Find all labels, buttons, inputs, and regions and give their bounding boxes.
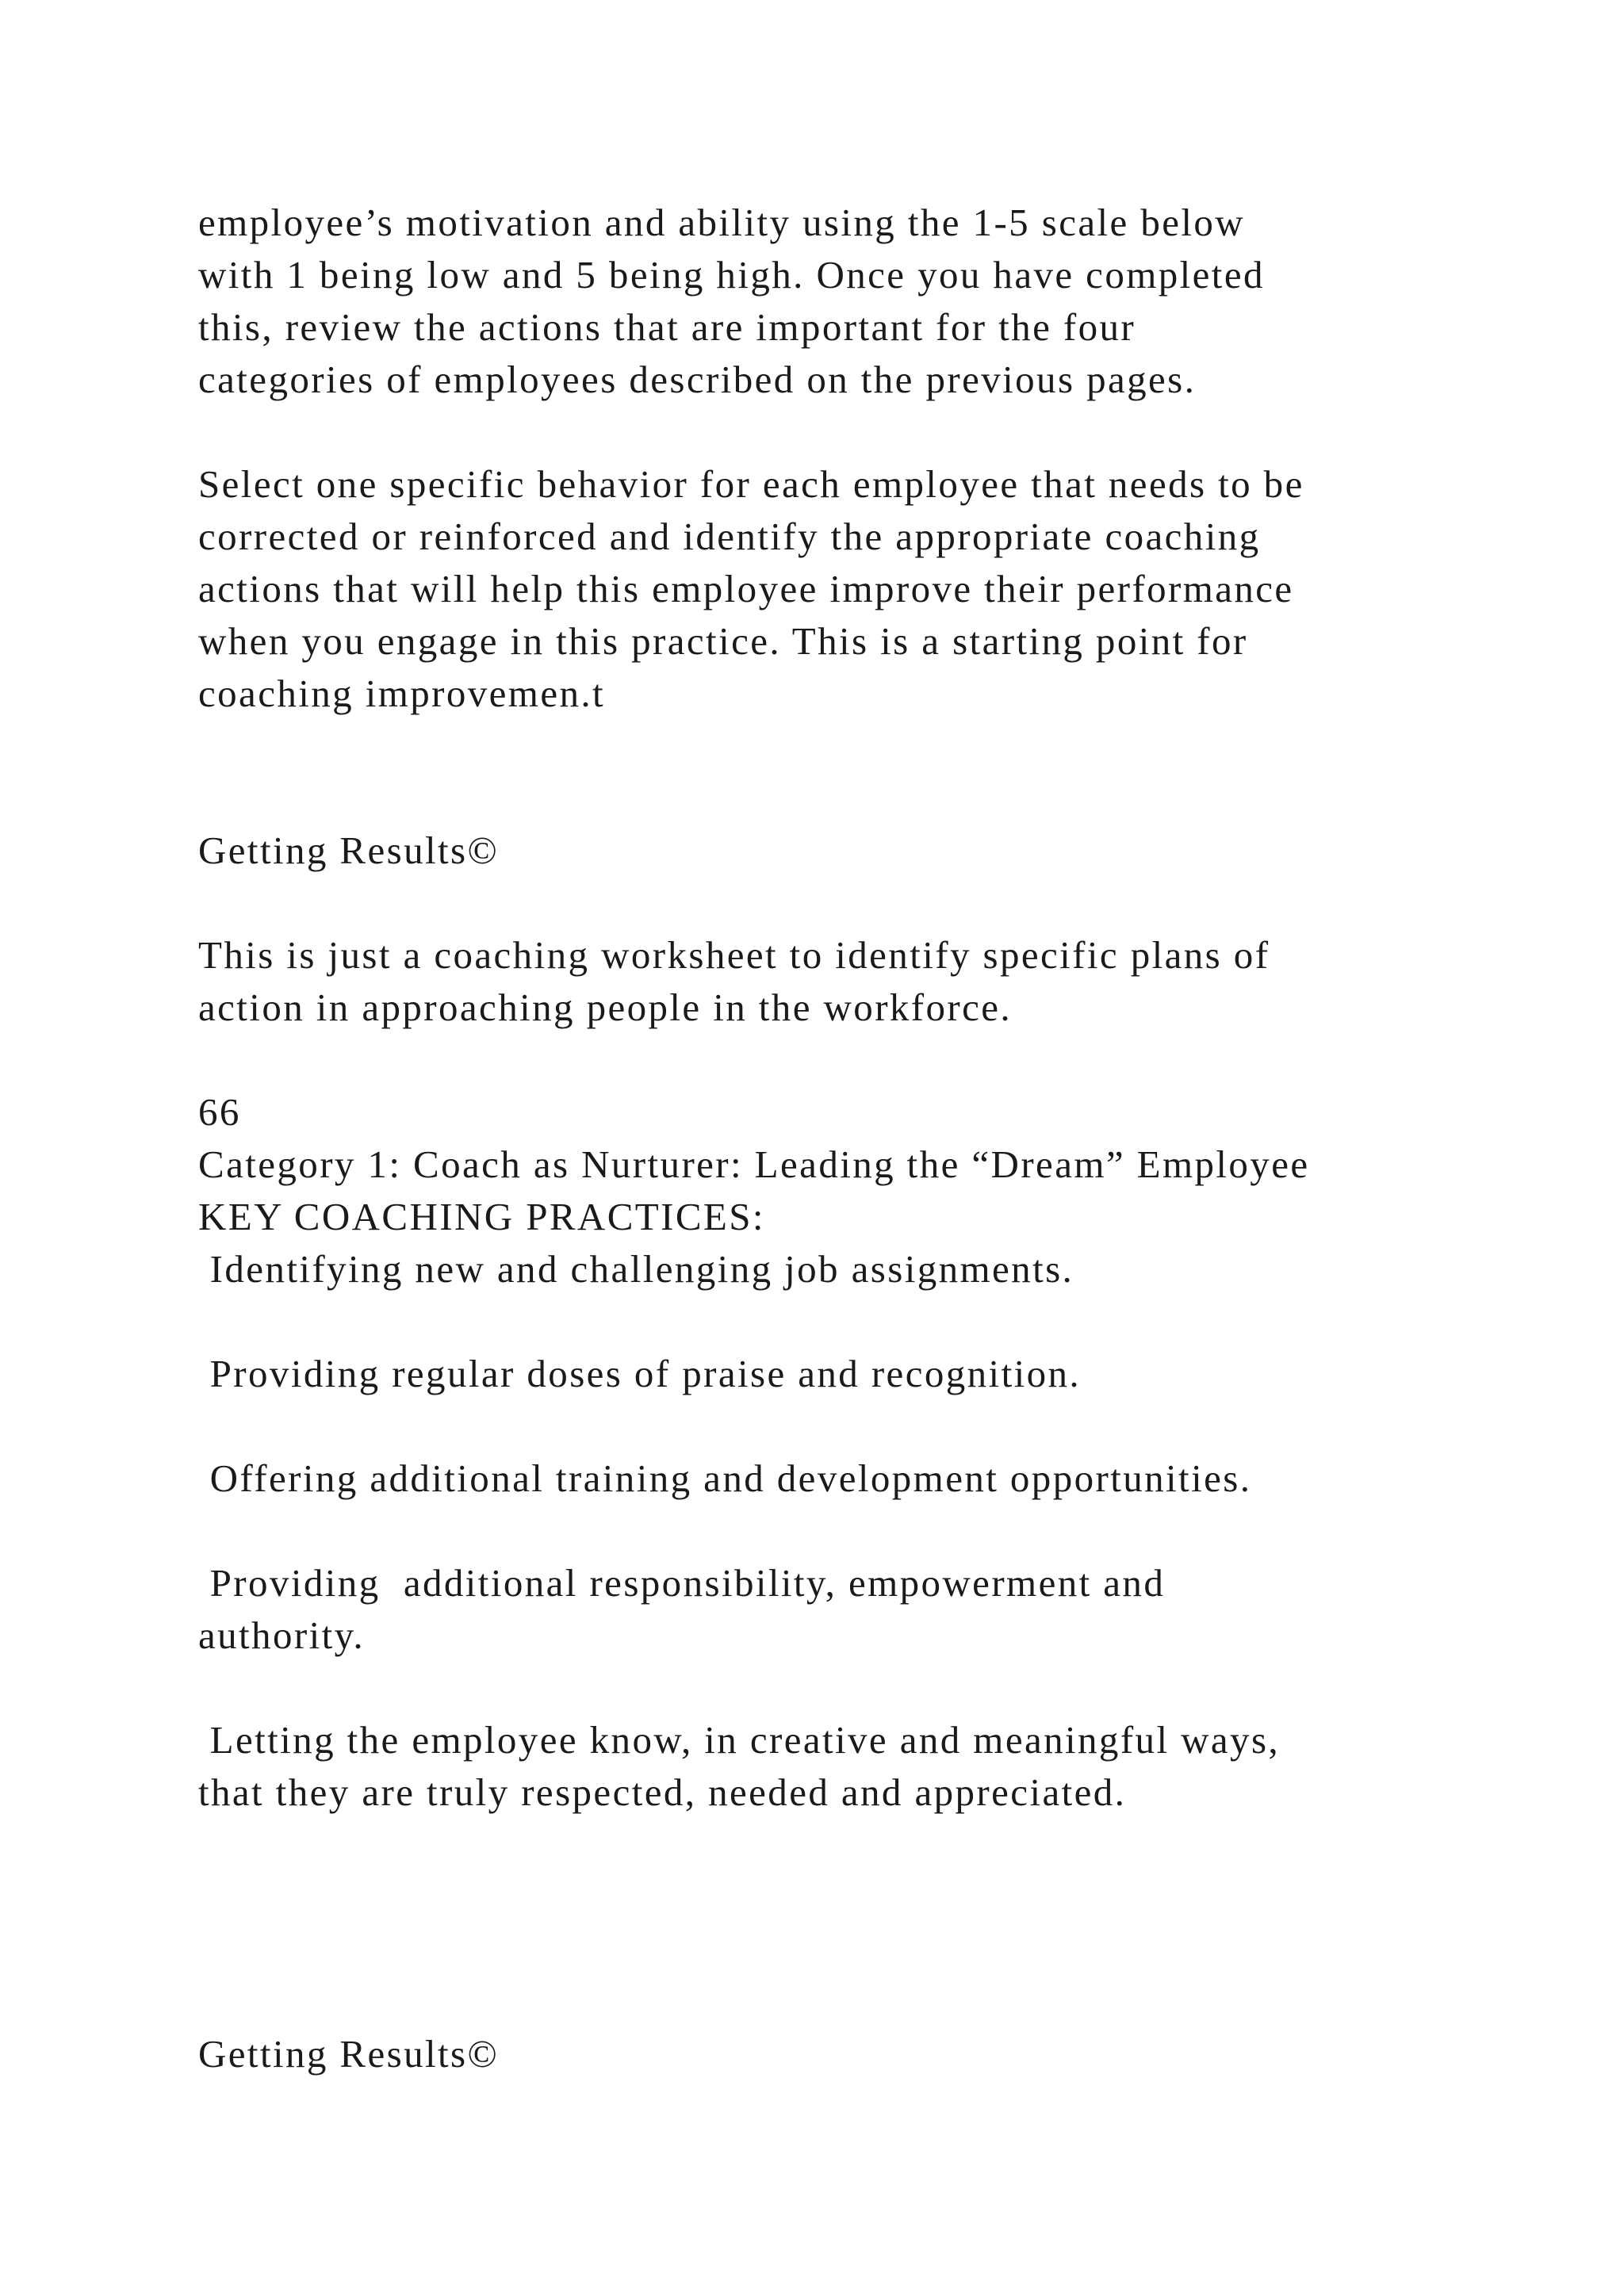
practice-item-4-line-2: authority.	[198, 1613, 365, 1657]
footer-label-bottom: Getting Results©	[198, 2032, 500, 2076]
intro-line-3: this, review the actions that are important for the four	[198, 305, 1136, 349]
page-number: 66	[198, 1090, 241, 1134]
practice-item-2: Providing regular doses of praise and recognition.	[198, 1352, 1082, 1395]
practice-item-5-line-1: Letting the employee know, in creative and meaningful ways,	[198, 1718, 1281, 1762]
instructions-line-3: actions that will help this employee improve their performance	[198, 567, 1294, 610]
practice-item-1: Identifying new and challenging job assignments.	[198, 1247, 1074, 1291]
instructions-line-5: coaching improvemen.t	[198, 672, 606, 715]
practice-item-4-line-1: Providing additional responsibility, empowerment and	[198, 1561, 1166, 1605]
intro-line-1: employee’s motivation and ability using the 1-5 scale below	[198, 201, 1246, 244]
practice-item-5-line-2: that they are truly respected, needed and appreciated.	[198, 1770, 1127, 1814]
note-line-1: This is just a coaching worksheet to identify specific plans of	[198, 933, 1270, 977]
footer-label: Getting Results©	[198, 828, 500, 872]
instructions-line-2: corrected or reinforced and identify the appropriate coaching	[198, 515, 1261, 558]
intro-line-4: categories of employees described on the previous pages.	[198, 358, 1197, 401]
instructions-line-4: when you engage in this practice. This is a starting point for	[198, 619, 1248, 663]
practice-item-3: Offering additional training and development opportunities.	[198, 1456, 1252, 1500]
category-heading: Category 1: Coach as Nurturer: Leading the “Dream” Employee	[198, 1142, 1310, 1186]
note-line-2: action in approaching people in the workforce.	[198, 985, 1013, 1029]
practices-heading: KEY COACHING PRACTICES:	[198, 1195, 765, 1238]
instructions-line-1: Select one specific behavior for each employee that needs to be	[198, 462, 1304, 506]
intro-line-2: with 1 being low and 5 being high. Once you have completed	[198, 253, 1265, 297]
